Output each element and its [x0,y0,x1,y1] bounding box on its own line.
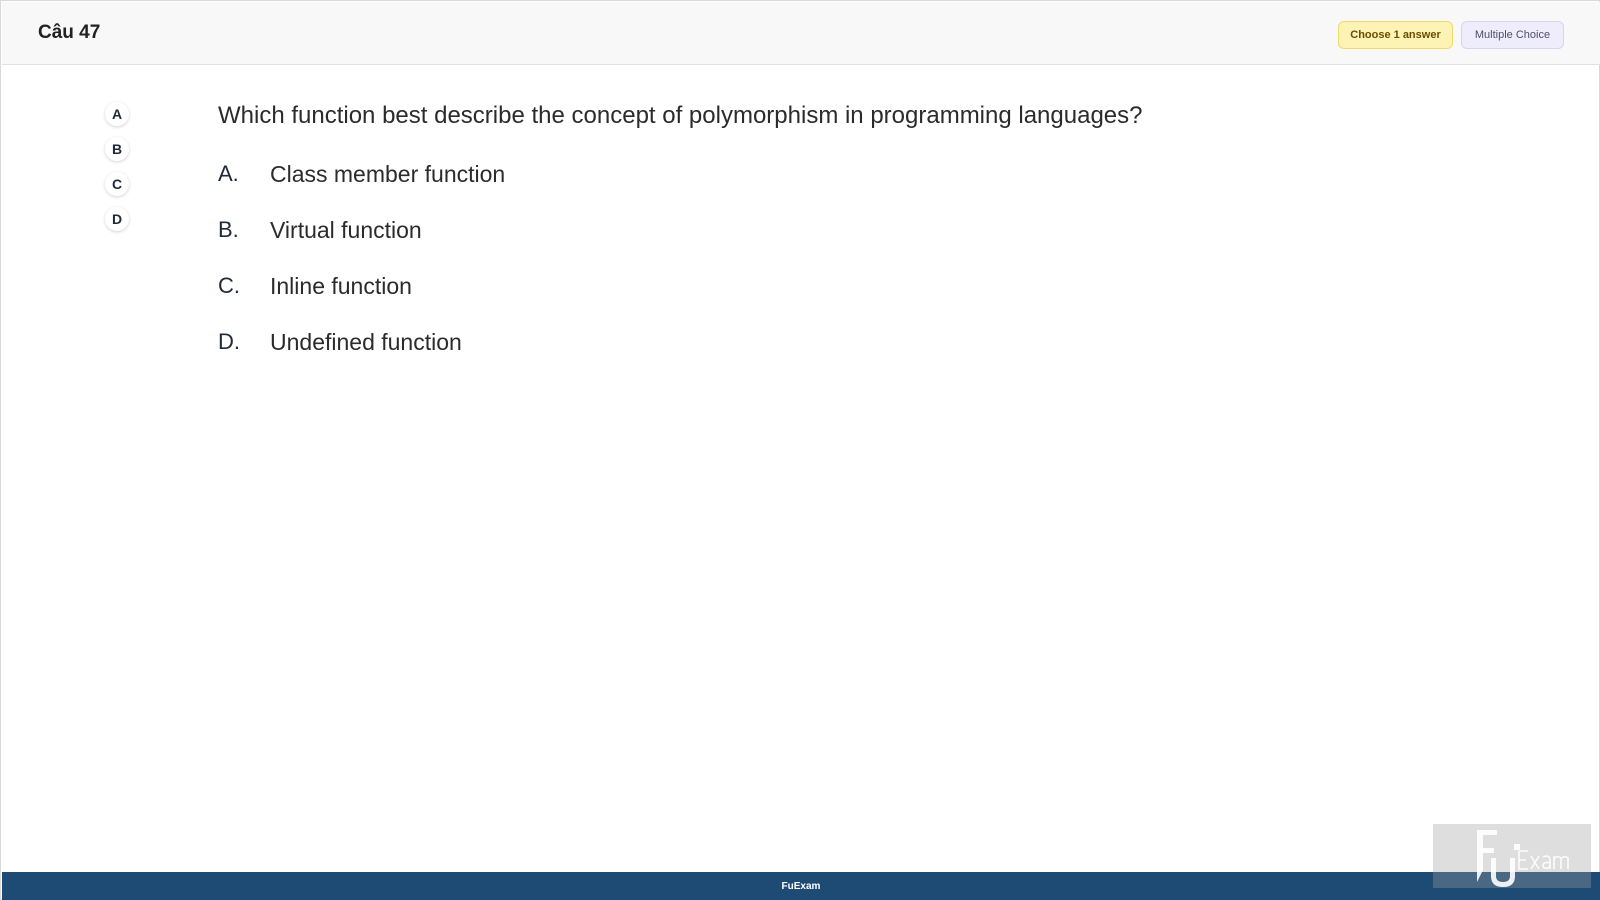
answer-nav-b[interactable]: B [105,137,129,161]
answer-option-c[interactable] [218,271,505,301]
answer-list [218,159,505,383]
answer-nav-d[interactable]: D [105,207,129,231]
fuexam-watermark-logo [1433,824,1591,888]
footer-brand: FuExam [781,880,821,892]
answer-option-a[interactable] [218,159,505,189]
question-number: Câu 47 [38,22,101,43]
answer-text: Virtual function [270,216,422,243]
answer-letter: B. [218,217,239,242]
footer-bar [2,872,1600,900]
answer-letter: D. [218,329,240,354]
answer-text: Undefined function [270,328,462,355]
answer-text: Class member function [270,160,506,187]
answer-text: Inline function [270,272,412,299]
answer-nav-a[interactable]: A [105,102,129,126]
fuexam-logo-icon [1433,824,1591,888]
answer-nav-c[interactable]: C [105,172,129,196]
answer-option-d[interactable] [218,327,505,357]
question-type-badge: Multiple Choice [1461,21,1564,49]
question-header [2,2,1600,65]
answer-option-b[interactable] [218,215,505,245]
answer-letter: C. [218,273,240,298]
question-text: Which function best describe the concept of polymorphism in programming languages? [218,102,1143,129]
answer-letter: A. [218,161,239,186]
answer-nav [105,102,129,242]
choose-count-badge: Choose 1 answer [1338,21,1453,49]
